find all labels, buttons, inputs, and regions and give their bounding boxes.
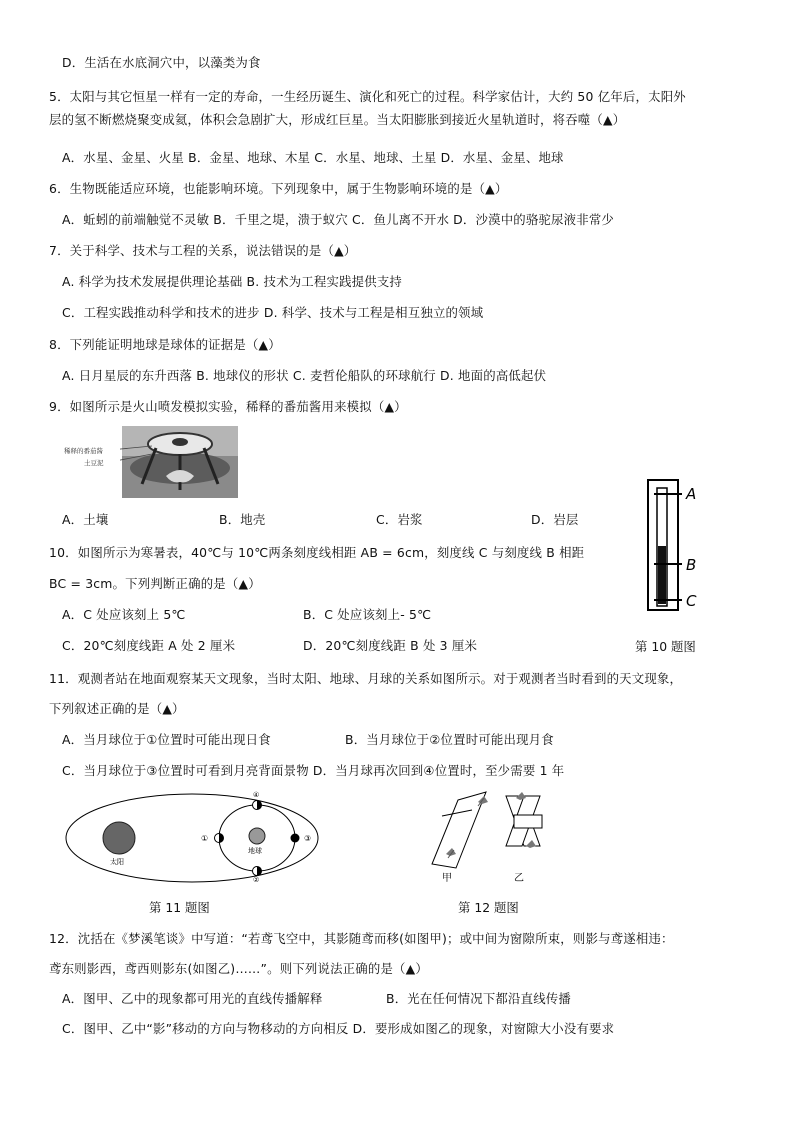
q12-option-a: A．图甲、乙中的现象都可用光的直线传播解释 xyxy=(62,991,323,1006)
q10-stem-line1: 10．如图所示为寒暑表，40℃与 10℃两条刻度线相距 AB = 6cm，刻度线 C 与刻度线 B 相距 xyxy=(49,545,585,560)
pos-3-label: ③ xyxy=(304,834,312,843)
pos-2-label: ② xyxy=(253,876,260,884)
kite-shadow-figure xyxy=(428,788,558,886)
q4-option-d: D．生活在水底洞穴中，以藻类为食 xyxy=(62,55,261,70)
q10-option-a: A．C 处应该刻上 5℃ xyxy=(62,607,186,622)
q9-option-d: D．岩层 xyxy=(531,512,579,527)
q6-stem: 6．生物既能适应环境，也能影响环境。下列现象中，属于生物影响环境的是（▲） xyxy=(49,181,508,196)
pos-4-label: ④ xyxy=(253,791,260,799)
q9-option-a: A．土壤 xyxy=(62,512,109,527)
q7-options-ab: A. 科学为技术发展提供理论基础 B. 技术为工程实践提供支持 xyxy=(62,274,403,289)
q11-option-b: B．当月球位于②位置时可能出现月食 xyxy=(345,732,554,747)
q11-stem-line1: 11．观测者站在地面观察某天文现象，当时太阳、地球、月球的关系如图所示。对于观测者当时看到的天文现象， xyxy=(49,671,683,686)
q11-options-cd: C．当月球位于③位置时可看到月亮背面景物 D．当月球再次回到④位置时，至少需要 1 年 xyxy=(62,763,565,778)
volcano-experiment-figure xyxy=(62,424,240,500)
sun-earth-moon-figure xyxy=(64,788,324,886)
fig12-jia-label: 甲 xyxy=(442,873,452,884)
q5-stem-line2: 层的氢不断燃烧聚变成氦，体积会急剧扩大，形成红巨星。当太阳膨胀到接近火星轨道时，将吞噬（▲） xyxy=(49,112,626,127)
q11-stem-line2: 下列叙述正确的是（▲） xyxy=(49,701,185,716)
fig9-label-ketchup: 稀释的番茄酱 xyxy=(64,447,103,455)
fig10-caption: 第 10 题图 xyxy=(635,639,696,654)
q5-options: A．水星、金星、火星 B．金星、地球、木星 C．水星、地球、土星 D．水星、金星、地球 xyxy=(62,150,564,165)
fig12-yi-label: 乙 xyxy=(514,873,524,884)
scale-label-b: B xyxy=(686,556,697,574)
fig12-caption: 第 12 题图 xyxy=(458,900,519,915)
q10-option-c: C．20℃刻度线距 A 处 2 厘米 xyxy=(62,638,236,653)
earth-label: 地球 xyxy=(248,847,262,855)
q11-option-a: A．当月球位于①位置时可能出现日食 xyxy=(62,732,271,747)
q9-stem: 9．如图所示是火山喷发模拟实验，稀释的番茄酱用来模拟（▲） xyxy=(49,399,407,414)
thermometer-figure xyxy=(646,478,706,612)
q8-stem: 8．下列能证明地球是球体的证据是（▲） xyxy=(49,337,281,352)
q9-option-c: C．岩浆 xyxy=(376,512,423,527)
q6-options: A．蚯蚓的前端触觉不灵敏 B．千里之堤，溃于蚁穴 C．鱼儿离不开水 D．沙漠中的骆驼尿液非常少 xyxy=(62,212,615,227)
q7-stem: 7．关于科学、技术与工程的关系，说法错误的是（▲） xyxy=(49,243,357,258)
q12-options-cd: C．图甲、乙中“影”移动的方向与物移动的方向相反 D．要形成如图乙的现象，对窗隙大小没有要求 xyxy=(62,1021,615,1036)
q10-option-d: D．20℃刻度线距 B 处 3 厘米 xyxy=(303,638,478,653)
q10-stem-line2: BC = 3cm。下列判断正确的是（▲） xyxy=(49,576,261,591)
fig11-caption: 第 11 题图 xyxy=(149,900,210,915)
q10-option-b: B．C 处应该刻上- 5℃ xyxy=(303,607,432,622)
pos-1-label: ① xyxy=(201,834,209,843)
q12-stem-line1: 12．沈括在《梦溪笔谈》中写道：“若鸢飞空中，其影随鸢而移(如图甲)；或中间为窗隙所束，则影与鸢遂相违： xyxy=(49,931,674,946)
q7-options-cd: C．工程实践推动科学和技术的进步 D. 科学、技术与工程是相互独立的领域 xyxy=(62,305,484,320)
fig9-label-potato: 土豆泥 xyxy=(84,459,104,467)
scale-label-a: A xyxy=(686,485,697,503)
q8-options: A. 日月星辰的东升西落 B. 地球仪的形状 C. 麦哲伦船队的环球航行 D. 地面的高低起伏 xyxy=(62,368,547,383)
scale-label-c: C xyxy=(686,592,697,610)
sun-label: 太阳 xyxy=(110,858,124,866)
q12-option-b: B．光在任何情况下都沿直线传播 xyxy=(386,991,571,1006)
q5-stem-line1: 5．太阳与其它恒星一样有一定的寿命，一生经历诞生、演化和死亡的过程。科学家估计，大约 50 亿年后，太阳外 xyxy=(49,89,686,104)
q9-option-b: B．地壳 xyxy=(219,512,266,527)
q12-stem-line2: 鸢东则影西，鸢西则影东(如图乙)……”。则下列说法正确的是（▲） xyxy=(49,961,428,976)
